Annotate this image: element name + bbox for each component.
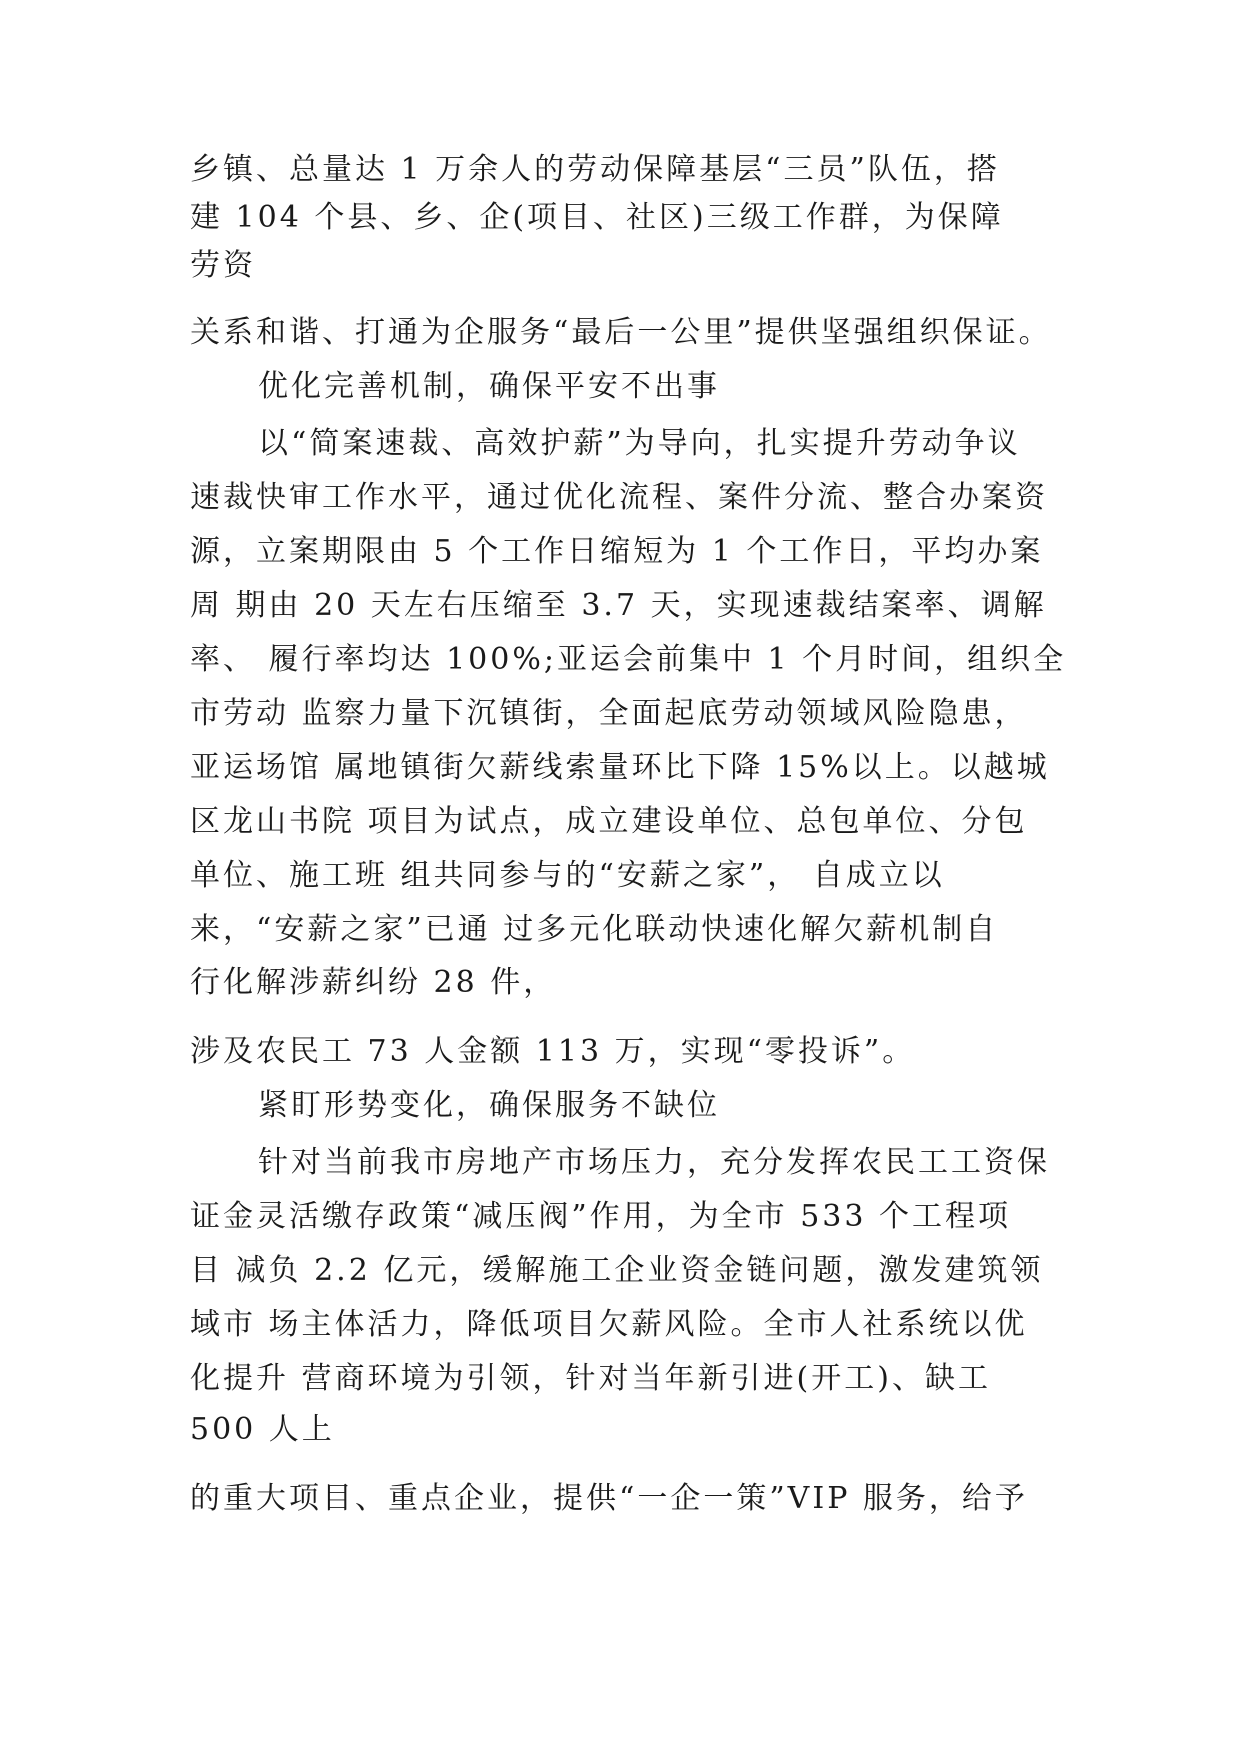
body-text-line: 500 人上: [190, 1412, 335, 1447]
section-heading: 紧盯形势变化，确保服务不缺位: [258, 1088, 720, 1123]
body-text-line: 域市 场主体活力，降低项目欠薪风险。全市人社系统以优: [190, 1307, 1028, 1342]
body-text-line: 针对当前我市房地产市场压力，充分发挥农民工工资保: [258, 1145, 1050, 1180]
body-text-line: 周 期由 20 天左右压缩至 3.7 天，实现速裁结案率、调解: [190, 588, 1047, 623]
body-text-line: 化提升 营商环境为引领，针对当年新引进(开工)、缺工: [190, 1361, 991, 1396]
body-text-line: 亚运场馆 属地镇街欠薪线索量环比下降 15%以上。以越城: [190, 750, 1050, 785]
body-text-line: 来，“安薪之家”已通 过多元化联动快速化解欠薪机制自: [190, 912, 999, 947]
body-text-line: 目 减负 2.2 亿元，缓解施工企业资金链问题，激发建筑领: [190, 1253, 1044, 1288]
body-text-line: 源，立案期限由 5 个工作日缩短为 1 个工作日，平均办案: [190, 534, 1044, 569]
body-text-line: 行化解涉薪纠纷 28 件，: [190, 965, 557, 1000]
body-text-line: 单位、施工班 组共同参与的“安薪之家”， 自成立以: [190, 858, 945, 893]
body-text-line: 区龙山书院 项目为试点，成立建设单位、总包单位、分包: [190, 804, 1028, 839]
body-text-line: 速裁快审工作水平，通过优化流程、案件分流、整合办案资: [190, 480, 1048, 515]
body-text-line: 证金灵活缴存政策“减压阀”作用，为全市 533 个工程项: [190, 1199, 1012, 1234]
body-text-line: 市劳动 监察力量下沉镇街，全面起底劳动领域风险隐患，: [190, 696, 1028, 731]
body-text-line: 劳资: [190, 248, 256, 283]
body-text-line: 的重大项目、重点企业，提供“一企一策”VIP 服务，给予: [190, 1481, 1028, 1516]
body-text-line: 关系和谐、打通为企服务“最后一公里”提供坚强组织保证。: [190, 315, 1052, 350]
body-text-line: 建 104 个县、乡、企(项目、社区)三级工作群，为保障: [190, 200, 1004, 235]
body-text-line: 涉及农民工 73 人金额 113 万，实现“零投诉”。: [190, 1034, 916, 1069]
body-text-line: 率、 履行率均达 100%;亚运会前集中 1 个月时间，组织全: [190, 642, 1067, 677]
body-text-line: 乡镇、总量达 1 万余人的劳动保障基层“三员”队伍，搭: [190, 152, 1000, 187]
section-heading: 优化完善机制，确保平安不出事: [258, 369, 720, 404]
body-text-line: 以“简案速裁、高效护薪”为导向，扎实提升劳动争议: [258, 426, 1021, 461]
